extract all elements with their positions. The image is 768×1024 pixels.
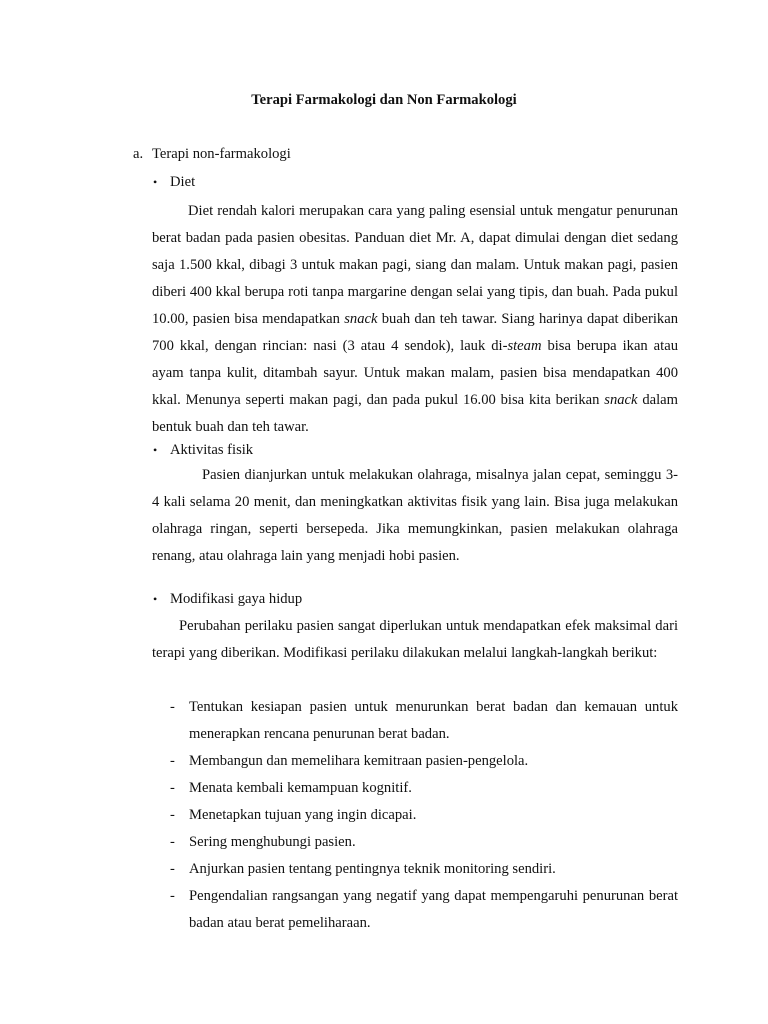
list-item [170, 802, 678, 829]
page-title: Terapi Farmakologi dan Non Farmakologi [251, 92, 517, 108]
diet-emphasis-snack-1: snack [344, 311, 378, 327]
bullet-heading-modifikasi [153, 591, 302, 608]
list-item-text: Menata kembali kemampuan kognitif. [189, 780, 412, 796]
modifikasi-steps-list [170, 694, 678, 937]
dash-marker: - [170, 834, 175, 850]
list-item [170, 856, 678, 883]
modifikasi-paragraph [152, 613, 678, 667]
bullet-heading-diet [153, 174, 195, 191]
diet-text-2: buah dan teh tawar. Siang harinya dapat diberikan 700 kkal, dengan rincian: nasi (3 atau 4 sendok), lauk di- [152, 311, 678, 354]
dash-marker: - [170, 699, 175, 715]
list-item-text: Tentukan kesiapan pasien untuk menurunkan berat badan dan kemauan untuk menerapkan rencana penurunan berat badan. [189, 699, 678, 742]
list-item-text: Anjurkan pasien tentang pentingnya teknik monitoring sendiri. [189, 861, 556, 877]
bullet-heading-modifikasi-label: Modifikasi gaya hidup [170, 591, 303, 607]
list-item-text: Menetapkan tujuan yang ingin dicapai. [189, 807, 417, 823]
dash-marker: - [170, 780, 175, 796]
diet-paragraph [152, 198, 678, 441]
diet-text-4: dalam bentuk buah dan teh tawar. [152, 392, 678, 435]
section-heading-text: Terapi non-farmakologi [152, 146, 291, 162]
list-item [170, 694, 678, 748]
dash-marker: - [170, 888, 175, 904]
list-item-text: Membangun dan memelihara kemitraan pasien-pengelola. [189, 753, 529, 769]
bullet-icon: • [153, 175, 158, 189]
bullet-heading-aktivitas [153, 442, 253, 459]
list-item [170, 829, 678, 856]
bullet-heading-diet-label: Diet [170, 174, 196, 190]
section-marker: a. [133, 146, 144, 162]
list-item [170, 775, 678, 802]
list-item [170, 748, 678, 775]
diet-emphasis-snack-2: snack [604, 392, 638, 408]
diet-text-1: Diet rendah kalori merupakan cara yang paling esensial untuk mengatur penurunan berat badan pada pasien obesitas. Panduan diet Mr. A, dapat dimulai dengan diet sedang saja 1.500 kkal, dibagi 3 untuk makan pagi, siang dan malam. Untuk makan pagi, pasien diberi 400 kkal berupa roti tanpa margarine dengan selai yang tipis, dan buah. Pada pukul 10.00, pasien bisa mendapatkan [152, 203, 678, 327]
modifikasi-text: Perubahan perilaku pasien sangat diperlukan untuk mendapatkan efek maksimal dari terapi yang diberikan. Modifikasi perilaku dilakukan melalui langkah-langkah berikut: [152, 618, 678, 661]
bullet-heading-aktivitas-label: Aktivitas fisik [170, 442, 254, 458]
dash-marker: - [170, 861, 175, 877]
section-heading-a [133, 146, 291, 163]
aktivitas-text: Pasien dianjurkan untuk melakukan olahraga, misalnya jalan cepat, seminggu 3-4 kali selama 20 menit, dan meningkatkan aktivitas fisik yang lain. Bisa juga melakukan olahraga ringan, seperti bersepeda. Jika memungkinkan, pasien melakukan olahraga renang, atau olahraga lain yang menjadi hobi pasien. [152, 467, 678, 564]
list-item-text: Sering menghubungi pasien. [189, 834, 356, 850]
bullet-icon: • [153, 592, 158, 606]
dash-marker: - [170, 807, 175, 823]
diet-text-3: bisa berupa ikan atau ayam tanpa kulit, ditambah sayur. Untuk makan malam, pasien bisa mendapatkan 400 kkal. Menunya seperti makan pagi, dan pada pukul 16.00 bisa kita berikan [152, 338, 678, 408]
list-item [170, 883, 678, 937]
bullet-icon: • [153, 443, 158, 457]
diet-emphasis-steam: steam [507, 338, 542, 354]
aktivitas-paragraph [152, 462, 678, 570]
list-item-text: Pengendalian rangsangan yang negatif yang dapat mempengaruhi penurunan berat badan atau berat pemeliharaan. [189, 888, 678, 931]
dash-marker: - [170, 753, 175, 769]
